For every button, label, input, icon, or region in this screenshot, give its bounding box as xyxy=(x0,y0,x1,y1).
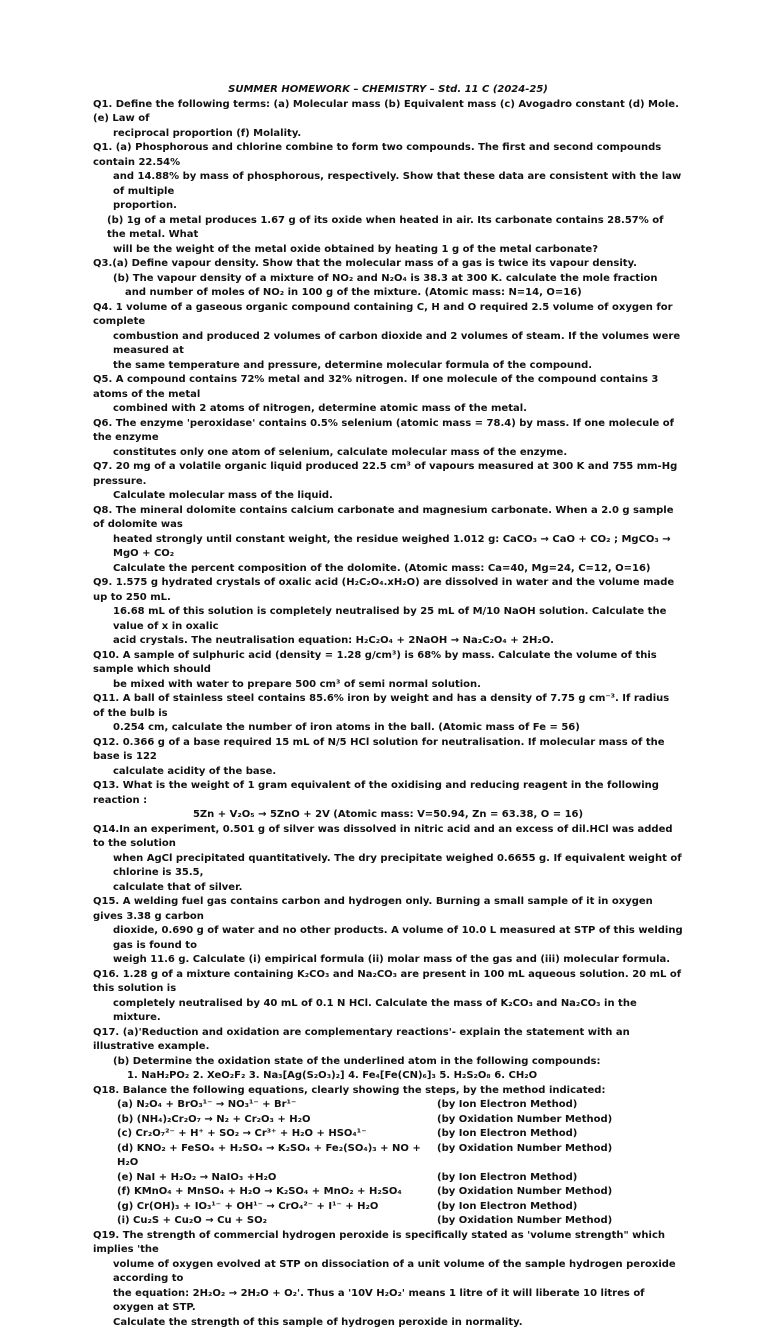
text-line: 0.254 cm, calculate the number of iron atoms in the ball. (Atomic mass of Fe = 56) xyxy=(93,721,683,736)
equation: (a) N₂O₄ + BrO₃¹⁻ → NO₃¹⁻ + Br¹⁻ xyxy=(93,1098,437,1113)
question-q17 xyxy=(93,1026,683,1084)
text-line: will be the weight of the metal oxide obtained by heating 1 g of the metal carbonate? xyxy=(93,243,683,258)
text-line: Q16. 1.28 g of a mixture containing K₂CO₃ and Na₂CO₃ are present in 100 mL aqueous solution. 20 mL of this solution is xyxy=(93,968,683,997)
text-line: acid crystals. The neutralisation equation: H₂C₂O₄ + 2NaOH → Na₂C₂O₄ + 2H₂O. xyxy=(93,634,683,649)
question-q11 xyxy=(93,692,683,736)
text-line: Q19. The strength of commercial hydrogen peroxide is specifically stated as 'volume strength" which implies 'the xyxy=(93,1229,683,1258)
text-line: the same temperature and pressure, determine molecular formula of the compound. xyxy=(93,359,683,374)
text-line: combustion and produced 2 volumes of carbon dioxide and 2 volumes of steam. If the volumes were measured at xyxy=(93,330,683,359)
question-q2b xyxy=(93,214,683,258)
text-line: (b) Determine the oxidation state of the underlined atom in the following compounds: xyxy=(93,1055,683,1070)
text-line: Q1. Define the following terms: (a) Molecular mass (b) Equivalent mass (c) Avogadro constant (d) Mole. (e) Law of xyxy=(93,98,683,127)
question-q3 xyxy=(93,257,683,301)
question-q1 xyxy=(93,98,683,142)
equation: (c) Cr₂O₇²⁻ + H⁺ + SO₂ → Cr³⁺ + H₂O + HSO₄¹⁻ xyxy=(93,1127,437,1142)
method-label: (by Oxidation Number Method) xyxy=(437,1214,683,1229)
question-q18 xyxy=(93,1084,683,1229)
text-line: dioxide, 0.690 g of water and no other products. A volume of 10.0 L measured at STP of this welding gas is found to xyxy=(93,924,683,953)
text-line: Q13. What is the weight of 1 gram equivalent of the oxidising and reducing reagent in the following reaction : xyxy=(93,779,683,808)
homework-document xyxy=(93,83,683,1330)
equation: (f) KMnO₄ + MnSO₄ + H₂O → K₂SO₄ + MnO₂ + H₂SO₄ xyxy=(93,1185,437,1200)
text-line: completely neutralised by 40 mL of 0.1 N HCl. Calculate the mass of K₂CO₃ and Na₂CO₃ in the mixture. xyxy=(93,997,683,1026)
method-label: (by Ion Electron Method) xyxy=(437,1098,683,1113)
equation-row xyxy=(93,1185,683,1200)
question-q2a xyxy=(93,141,683,214)
equation: (d) KNO₂ + FeSO₄ + H₂SO₄ → K₂SO₄ + Fe₂(SO₄)₃ + NO + H₂O xyxy=(93,1142,437,1171)
equation-row xyxy=(93,1142,683,1171)
equation-row xyxy=(93,1098,683,1113)
text-line: Q5. A compound contains 72% metal and 32% nitrogen. If one molecule of the compound contains 3 atoms of the metal xyxy=(93,373,683,402)
text-line: 16.68 mL of this solution is completely neutralised by 25 mL of M/10 NaOH solution. Calculate the value of x in oxalic xyxy=(93,605,683,634)
text-line: heated strongly until constant weight, the residue weighed 1.012 g: CaCO₃ → CaO + CO₂ ; MgCO₃ → MgO + CO₂ xyxy=(93,533,683,562)
question-q16 xyxy=(93,968,683,1026)
text-line: when AgCl precipitated quantitatively. The dry precipitate weighed 0.6655 g. If equivalent weight of chlorine is 35.5, xyxy=(93,852,683,881)
equation-row xyxy=(93,1214,683,1229)
text-line: Q14.In an experiment, 0.501 g of silver was dissolved in nitric acid and an excess of dil.HCl was added to the solution xyxy=(93,823,683,852)
equation: (i) Cu₂S + Cu₂O → Cu + SO₂ xyxy=(93,1214,437,1229)
text-line: volume of oxygen evolved at STP on dissociation of a unit volume of the sample hydrogen peroxide according to xyxy=(93,1258,683,1287)
text-line: Q11. A ball of stainless steel contains 85.6% iron by weight and has a density of 7.75 g cm⁻³. If radius of the bulb is xyxy=(93,692,683,721)
question-q14 xyxy=(93,823,683,896)
equation: (e) NaI + H₂O₂ → NaIO₃ +H₂O xyxy=(93,1171,437,1186)
question-q15 xyxy=(93,895,683,968)
method-label: (by Oxidation Number Method) xyxy=(437,1185,683,1200)
text-line: Calculate the percent composition of the dolomite. (Atomic mass: Ca=40, Mg=24, C=12, O=16) xyxy=(93,562,683,577)
question-q13 xyxy=(93,779,683,823)
text-line: Q17. (a)'Reduction and oxidation are complementary reactions'- explain the statement with an illustrative example. xyxy=(93,1026,683,1055)
equation: (g) Cr(OH)₃ + IO₃¹⁻ + OH¹⁻ → CrO₄²⁻ + I¹⁻ + H₂O xyxy=(93,1200,437,1215)
text-line: Q9. 1.575 g hydrated crystals of oxalic acid (H₂C₂O₄.xH₂O) are dissolved in water and the volume made up to 250 mL. xyxy=(93,576,683,605)
method-label: (by Oxidation Number Method) xyxy=(437,1113,683,1128)
method-label: (by Ion Electron Method) xyxy=(437,1171,683,1186)
text-line: calculate acidity of the base. xyxy=(93,765,683,780)
equation-row xyxy=(93,1171,683,1186)
text-line: calculate that of silver. xyxy=(93,881,683,896)
method-label: (by Ion Electron Method) xyxy=(437,1127,683,1142)
text-line: the equation: 2H₂O₂ → 2H₂O + O₂'. Thus a '10V H₂O₂' means 1 litre of it will liberate 10 litres of oxygen at STP. xyxy=(93,1287,683,1316)
document-title: SUMMER HOMEWORK – CHEMISTRY – Std. 11 C (2024-25) xyxy=(93,83,683,98)
text-line: Q10. A sample of sulphuric acid (density = 1.28 g/cm³) is 68% by mass. Calculate the volume of this sample which should xyxy=(93,649,683,678)
text-line: Q3.(a) Define vapour density. Show that the molecular mass of a gas is twice its vapour density. xyxy=(93,257,683,272)
text-line: Q8. The mineral dolomite contains calcium carbonate and magnesium carbonate. When a 2.0 g sample of dolomite was xyxy=(93,504,683,533)
text-line: constitutes only one atom of selenium, calculate molecular mass of the enzyme. xyxy=(93,446,683,461)
method-label: (by Oxidation Number Method) xyxy=(437,1142,683,1171)
text-line: (b) 1g of a metal produces 1.67 g of its oxide when heated in air. Its carbonate contains 28.57% of the metal. What xyxy=(93,214,683,243)
text-line: and 14.88% by mass of phosphorous, respectively. Show that these data are consistent with the law of multiple xyxy=(93,170,683,199)
equation: (b) (NH₄)₂Cr₂O₇ → N₂ + Cr₂O₃ + H₂O xyxy=(93,1113,437,1128)
text-line: Q18. Balance the following equations, clearly showing the steps, by the method indicated: xyxy=(93,1084,683,1099)
question-q5 xyxy=(93,373,683,417)
equation-row xyxy=(93,1113,683,1128)
text-line: Q6. The enzyme 'peroxidase' contains 0.5% selenium (atomic mass = 78.4) by mass. If one molecule of the enzyme xyxy=(93,417,683,446)
question-q12 xyxy=(93,736,683,780)
method-label: (by Ion Electron Method) xyxy=(437,1200,683,1215)
text-line: Q15. A welding fuel gas contains carbon and hydrogen only. Burning a small sample of it in oxygen gives 3.38 g carbon xyxy=(93,895,683,924)
text-line: Calculate molecular mass of the liquid. xyxy=(93,489,683,504)
text-line: (b) The vapour density of a mixture of NO₂ and N₂O₄ is 38.3 at 300 K. calculate the mole fraction xyxy=(93,272,683,287)
text-line: combined with 2 atoms of nitrogen, determine atomic mass of the metal. xyxy=(93,402,683,417)
equation-row xyxy=(93,1127,683,1142)
question-q19 xyxy=(93,1229,683,1330)
text-line: Q7. 20 mg of a volatile organic liquid produced 22.5 cm³ of vapours measured at 300 K and 755 mm-Hg pressure. xyxy=(93,460,683,489)
q13-equation: 5Zn + V₂O₅ → 5ZnO + 2V (Atomic mass: V=50.94, Zn = 63.38, O = 16) xyxy=(93,808,683,823)
text-line: proportion. xyxy=(93,199,683,214)
question-q8 xyxy=(93,504,683,577)
question-q4 xyxy=(93,301,683,374)
text-line: weigh 11.6 g. Calculate (i) empirical formula (ii) molar mass of the gas and (iii) molecular formula. xyxy=(93,953,683,968)
equation-row xyxy=(93,1200,683,1215)
question-q9 xyxy=(93,576,683,649)
text-line: be mixed with water to prepare 500 cm³ of semi normal solution. xyxy=(93,678,683,693)
question-q7 xyxy=(93,460,683,504)
text-line: and number of moles of NO₂ in 100 g of the mixture. (Atomic mass: N=14, O=16) xyxy=(93,286,683,301)
q17-compound-list: 1. NaH₂PO₂ 2. XeO₂F₂ 3. Na₃[Ag(S₂O₃)₂] 4. Fe₄[Fe(CN)₆]₃ 5. H₂S₂O₈ 6. CH₂O xyxy=(93,1069,683,1084)
text-line: Q1. (a) Phosphorous and chlorine combine to form two compounds. The first and second compounds contain 22.54% xyxy=(93,141,683,170)
text-line: Q12. 0.366 g of a base required 15 mL of N/5 HCl solution for neutralisation. If molecular mass of the base is 122 xyxy=(93,736,683,765)
question-q6 xyxy=(93,417,683,461)
text-line: Calculate the strength of this sample of hydrogen peroxide in normality. xyxy=(93,1316,683,1330)
question-q10 xyxy=(93,649,683,693)
text-line: Q4. 1 volume of a gaseous organic compound containing C, H and O required 2.5 volume of oxygen for complete xyxy=(93,301,683,330)
text-line: reciprocal proportion (f) Molality. xyxy=(93,127,683,142)
